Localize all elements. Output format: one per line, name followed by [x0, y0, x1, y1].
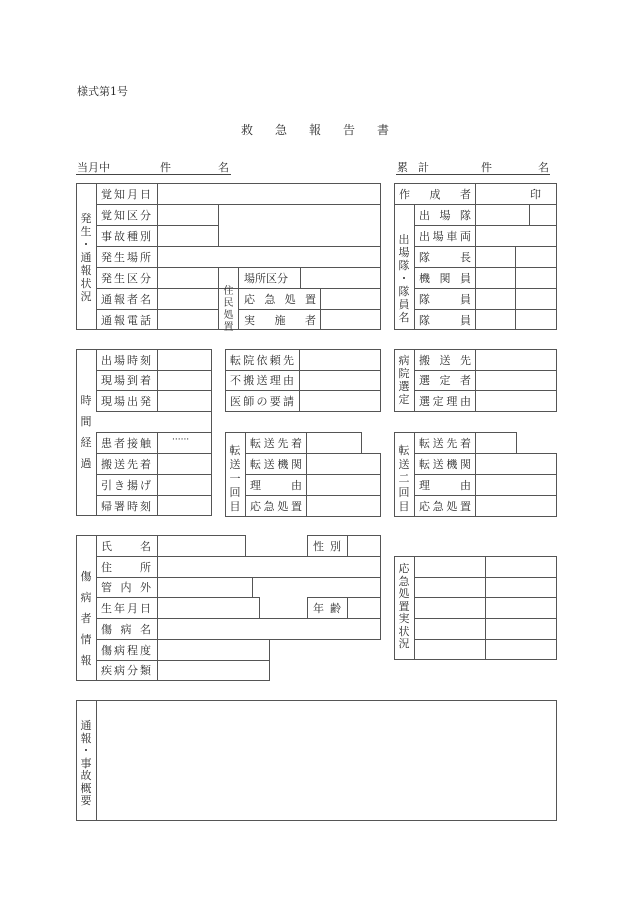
destination-label: 搬 送 先	[419, 353, 471, 367]
severity-label: 傷 病 程 度	[101, 643, 151, 657]
transfer1-section-label: 転 送 一 回 目	[229, 444, 241, 513]
patient-contact-label: 患 者 接 触	[101, 436, 151, 450]
departure-field[interactable]	[158, 391, 211, 410]
first-aid-label: 応 急 処 置	[244, 292, 316, 306]
title-char: 急	[274, 123, 287, 137]
unit-field[interactable]	[476, 205, 528, 224]
first-aid-status-label: 応 急 処 置 実 状 況	[398, 562, 410, 650]
awareness-type-field[interactable]	[158, 205, 217, 224]
age-label: 年 齢	[313, 601, 341, 615]
first-aid-status-cell[interactable]	[486, 619, 556, 638]
patient-section-label: 傷 病 者 情 報	[80, 570, 92, 667]
first-aid-status-cell[interactable]	[415, 619, 484, 638]
transport-arrival-label: 搬 送 先 着	[101, 457, 151, 471]
title-char: 救	[240, 123, 253, 137]
first-aid-status-cell[interactable]	[486, 598, 556, 617]
transport-arrival-field[interactable]	[158, 454, 211, 473]
hospital-request-label: 転 院 依 頼 先	[230, 353, 294, 367]
withdrawal-label: 引 き 揚 げ	[101, 478, 151, 492]
accident-type-field[interactable]	[158, 226, 217, 245]
member2-label: 隊 員	[419, 313, 471, 327]
transfer2-arrival-field[interactable]	[476, 433, 515, 452]
transfer2-first-aid-label: 応 急 処 置	[419, 499, 471, 513]
reporter-phone-field[interactable]	[158, 310, 217, 329]
occurrence-section-label: 発 生 ・ 通 報 状 況	[80, 212, 92, 303]
cumulative-label-2: 計	[418, 161, 429, 174]
non-transport-reason-field[interactable]	[300, 371, 380, 390]
creator-field[interactable]	[476, 184, 556, 203]
location-label: 発 生 場 所	[101, 250, 151, 264]
hospital-selection-label: 病 院 選 定	[398, 354, 410, 406]
vehicle-field[interactable]	[476, 226, 556, 245]
age-field[interactable]	[348, 598, 380, 617]
transfer2-arrival-label: 転 送 先 着	[419, 436, 471, 450]
destination-field[interactable]	[476, 350, 556, 369]
return-time-label: 帰 署 時 刻	[101, 499, 151, 513]
classification-field[interactable]	[158, 661, 268, 679]
address-label: 住 所	[101, 560, 151, 574]
return-time-field[interactable]	[158, 496, 211, 515]
transfer2-reason-field[interactable]	[476, 475, 556, 494]
transfer2-institution-field[interactable]	[476, 454, 556, 473]
location-field[interactable]	[158, 247, 380, 266]
transfer1-institution-label: 転 送 機 関	[250, 457, 302, 471]
transfer1-arrival-label: 転 送 先 着	[250, 436, 302, 450]
severity-field[interactable]	[158, 640, 268, 659]
cumulative-unit-label: 名	[538, 161, 549, 174]
vehicle-label: 出 場 車 両	[419, 229, 471, 243]
reporter-name-label: 通 報 者 名	[101, 292, 151, 306]
cumulative-label-1: 累	[397, 161, 408, 174]
member1-field[interactable]	[476, 289, 514, 308]
reporter-phone-label: 通 報 電 話	[101, 313, 151, 327]
summary-textarea[interactable]	[97, 701, 556, 820]
reporter-name-field[interactable]	[158, 289, 217, 308]
member1-label: 隊 員	[419, 292, 471, 306]
transfer1-arrival-field[interactable]	[307, 433, 360, 452]
selector-label: 選 定 者	[419, 373, 471, 387]
creator-label: 作 成 者	[399, 187, 471, 201]
first-aid-status-cell[interactable]	[486, 640, 556, 659]
performer-label: 実 施 者	[244, 313, 316, 327]
arrival-label: 現 場 到 着	[101, 373, 151, 387]
transfer2-section-label: 転 送 二 回 目	[398, 444, 410, 513]
first-aid-status-cell[interactable]	[486, 557, 556, 576]
non-transport-reason-label: 不 搬 送 理 由	[230, 373, 294, 387]
departure-label: 現 場 出 発	[101, 394, 151, 408]
doctor-request-label: 医 師 の 要 請	[230, 394, 294, 408]
captain-label: 隊 長	[419, 250, 471, 264]
patient-contact-value[interactable]: ······	[172, 434, 190, 445]
transfer1-reason-field[interactable]	[307, 475, 380, 494]
place-type-label: 場所区分	[244, 271, 288, 285]
performer-field[interactable]	[321, 310, 380, 329]
engineer-field[interactable]	[476, 268, 514, 287]
monthly-count-label: 件	[160, 161, 171, 174]
jurisdiction-label: 管 内 外	[101, 580, 151, 594]
first-aid-field[interactable]	[321, 289, 380, 308]
name-label: 氏 名	[101, 539, 151, 553]
seal-label: 印	[530, 187, 541, 201]
cumulative-underline	[396, 174, 550, 175]
awareness-date-label: 覚 知 月 日	[101, 187, 151, 201]
selector-field[interactable]	[476, 371, 556, 390]
birthdate-label: 生 年 月 日	[101, 601, 151, 615]
injury-name-field[interactable]	[158, 619, 380, 638]
title-char: 報	[308, 123, 321, 137]
awareness-type-label: 覚 知 区 分	[101, 208, 151, 222]
monthly-label: 当月中	[77, 161, 110, 174]
transfer2-reason-label: 理 由	[419, 478, 471, 492]
cumulative-count-field[interactable]	[432, 158, 476, 174]
transfer2-first-aid-field[interactable]	[476, 496, 556, 515]
injury-name-label: 傷 病 名	[101, 622, 151, 636]
crew-section-label: 出 場 隊 ・ 隊 員 名	[398, 233, 410, 324]
transfer1-first-aid-field[interactable]	[307, 496, 380, 515]
selection-reason-label: 選 定 理 由	[419, 394, 471, 408]
transfer1-reason-label: 理 由	[250, 478, 302, 492]
title-char: 書	[377, 123, 390, 137]
place-type-field[interactable]	[301, 268, 380, 287]
birthdate-field[interactable]	[158, 598, 258, 617]
resident-action-label: 住民処置	[223, 286, 234, 333]
member2-field[interactable]	[476, 310, 514, 329]
first-aid-status-cell[interactable]	[415, 578, 484, 596]
monthly-count-field[interactable]	[112, 158, 152, 174]
doctor-request-field[interactable]	[300, 391, 380, 410]
summary-section-label: 通 報 ・ 事 故 概 要	[80, 719, 92, 807]
title-char: 告	[343, 123, 356, 137]
unit-label: 出 場 隊	[419, 208, 471, 222]
name-field[interactable]	[158, 536, 244, 555]
occurrence-type-field[interactable]	[158, 268, 217, 287]
selection-reason-field[interactable]	[476, 391, 556, 410]
timeline-section-label: 時 間 経 過	[80, 394, 92, 470]
first-aid-status-cell[interactable]	[415, 557, 484, 576]
form-number: 様式第1号	[77, 85, 128, 98]
first-aid-status-cell[interactable]	[415, 598, 484, 617]
arrival-field[interactable]	[158, 371, 211, 390]
dispatch-time-field[interactable]	[158, 350, 211, 369]
dispatch-time-label: 出 場 時 刻	[101, 353, 151, 367]
monthly-unit-label: 名	[218, 161, 229, 174]
hospital-request-field[interactable]	[300, 350, 380, 369]
transfer2-institution-label: 転 送 機 関	[419, 457, 471, 471]
jurisdiction-field[interactable]	[158, 578, 251, 596]
accident-type-label: 事 故 種 別	[101, 229, 151, 243]
classification-label: 疾 病 分 類	[101, 663, 151, 677]
transfer1-first-aid-label: 応 急 処 置	[250, 499, 302, 513]
transfer1-institution-field[interactable]	[307, 454, 380, 473]
occurrence-type-label: 発 生 区 分	[101, 271, 151, 285]
sex-label: 性 別	[313, 539, 341, 553]
address-field[interactable]	[158, 557, 380, 576]
captain-field[interactable]	[476, 247, 514, 266]
page-title	[0, 124, 630, 136]
first-aid-status-cell[interactable]	[486, 578, 556, 596]
awareness-date-field[interactable]	[158, 184, 380, 203]
cumulative-count-label: 件	[481, 161, 492, 174]
sex-field[interactable]	[348, 536, 380, 555]
engineer-label: 機 関 員	[419, 271, 471, 285]
first-aid-status-cell[interactable]	[415, 640, 484, 659]
withdrawal-field[interactable]	[158, 475, 211, 494]
monthly-underline	[76, 174, 231, 175]
